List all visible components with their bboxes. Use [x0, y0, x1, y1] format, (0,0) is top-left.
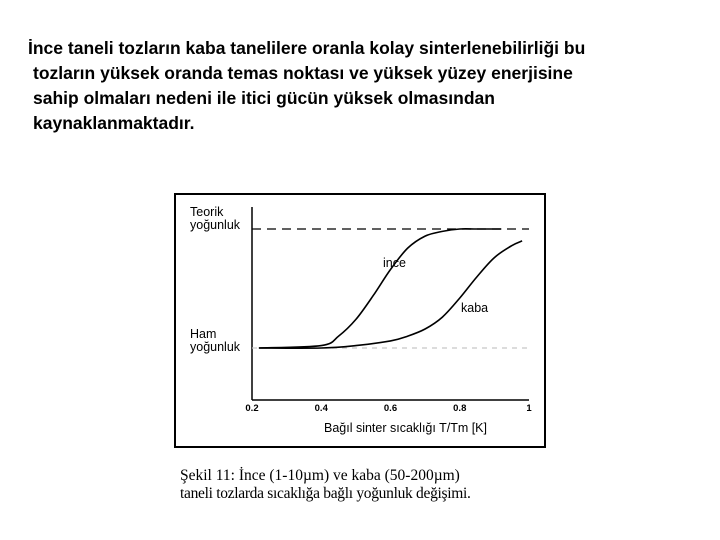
x-axis-label: Bağıl sinter sıcaklığı T/Tm [K] [323, 421, 488, 435]
caption-line: taneli tozlarda sıcaklığa bağlı yoğunluk değişimi. [180, 485, 471, 502]
x-tick-label: 0.6 [383, 403, 398, 414]
green-label-line2: yoğunluk [190, 340, 241, 354]
density-figure [174, 193, 546, 448]
body-paragraph [28, 36, 708, 136]
paragraph-line: kaynaklanmaktadır. [33, 113, 195, 133]
x-tick-label: 0.2 [245, 403, 259, 414]
theoretical-label-line2: yoğunluk [190, 218, 241, 232]
density-chart [174, 193, 546, 448]
green-label-line1: Ham [190, 327, 217, 341]
figure-caption [180, 467, 471, 503]
x-tick-label: 0.4 [314, 403, 328, 414]
caption-line: Şekil 11: İnce (1-10µm) ve kaba (50-200µm) [180, 467, 460, 484]
curve-label-fine: ince [383, 256, 406, 270]
paragraph-line: sahip olmaları nedeni ile itici gücün yüksek olmasından [33, 88, 495, 108]
x-tick-label: 0.8 [453, 403, 467, 414]
paragraph-line: İnce taneli tozların kaba tanelilere oranla kolay sinterlenebilirliği bu [28, 38, 586, 58]
paragraph-line: tozların yüksek oranda temas noktası ve yüksek yüzey enerjisine [33, 63, 573, 83]
curve-label-coarse: kaba [461, 301, 489, 315]
x-tick-label: 1 [526, 403, 532, 414]
theoretical-label-line1: Teorik [190, 205, 224, 219]
